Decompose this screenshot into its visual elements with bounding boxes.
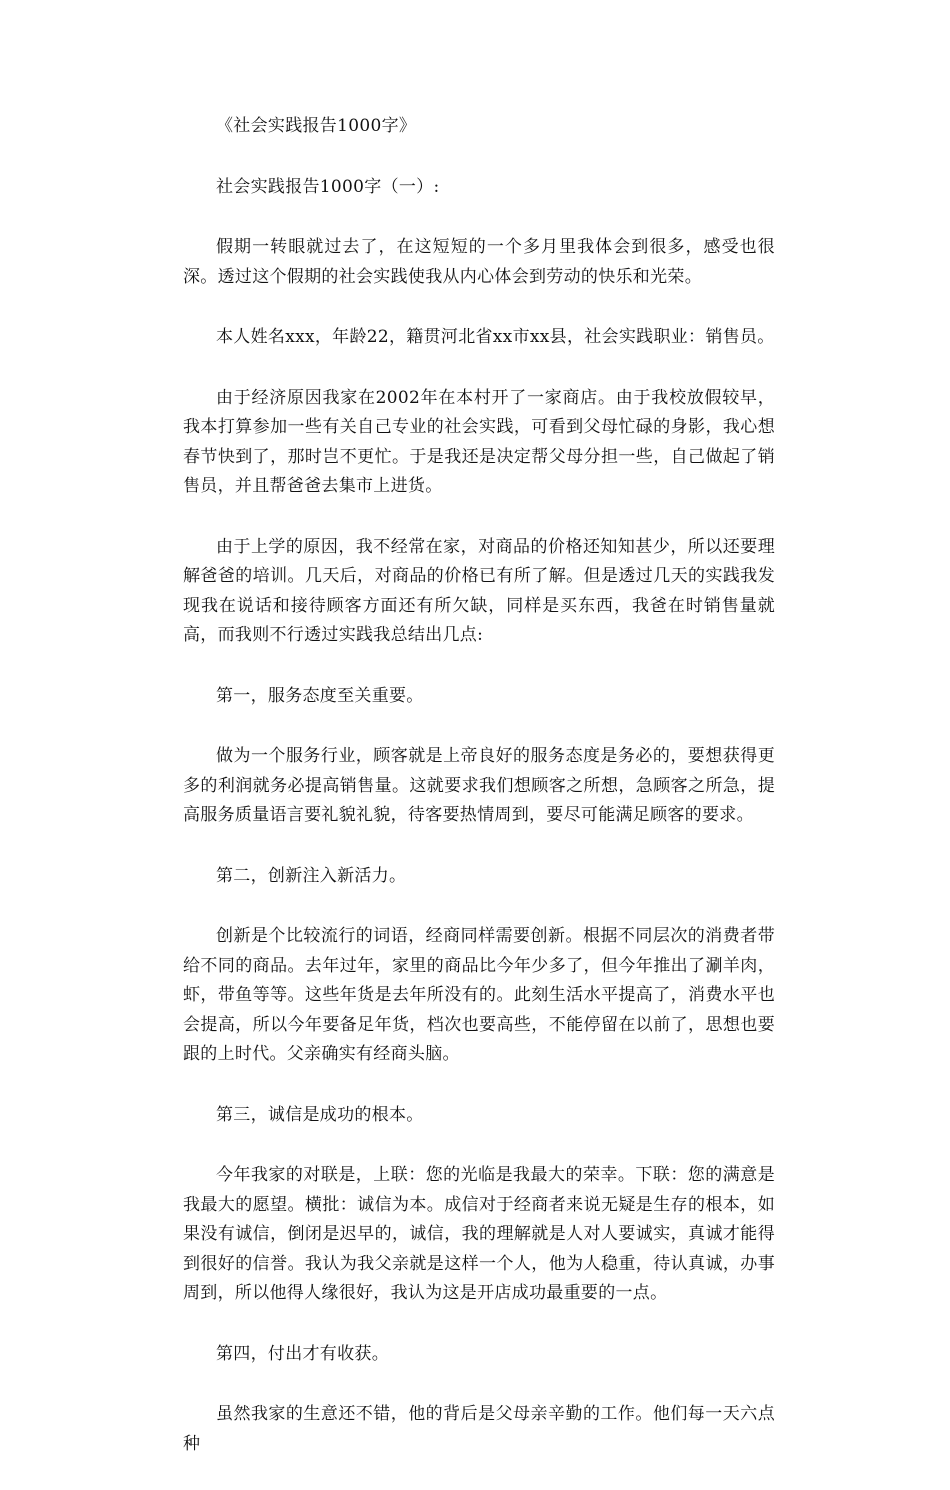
- paragraph-personal-info: 本人姓名xxx，年龄22，籍贯河北省xx市xx县，社会实践职业：销售员。: [216, 327, 775, 347]
- paragraph-effort: 虽然我家的生意还不错，他的背后是父母亲辛勤的工作。他们每一天六点种: [183, 1404, 775, 1454]
- paragraph-learning: 由于上学的原因，我不经常在家，对商品的价格还知知甚少，所以还要理解爸爸的培训。几天后，对商品的价格已有所了解。但是透过几天的实践我发现我在说话和接待顾客方面还有所欠缺，同样是买东西，我爸在时销售量就高，而我则不行透过实践我总结出几点:: [183, 536, 775, 645]
- document-title: 《社会实践报告1000字》: [216, 116, 417, 136]
- document-page: [183, 112, 775, 1490]
- document-subtitle: 社会实践报告1000字（一）:: [216, 176, 440, 197]
- paragraph-background: 由于经济原因我家在2002年在本村开了一家商店。由于我校放假较早，我本打算参加一些有关自己专业的社会实践，可看到父母忙碌的身影，我心想春节快到了，那时岂不更忙。于是我还是决定帮父母分担一些，自己做起了销售员，并且帮爸爸去集市上进货。: [183, 387, 775, 496]
- paragraph-service: 做为一个服务行业，顾客就是上帝良好的服务态度是务必的，要想获得更多的利润就务必提高销售量。这就要求我们想顾客之所想，急顾客之所急，提高服务质量语言要礼貌礼貌，待客要热情周到，要尽可能满足顾客的要求。: [183, 746, 775, 825]
- section-heading-4: 第四，付出才有收获。: [216, 1343, 389, 1364]
- section-heading-3: 第三，诚信是成功的根本。: [216, 1104, 424, 1125]
- section-heading-1: 第一，服务态度至关重要。: [216, 685, 424, 706]
- paragraph-integrity: 今年我家的对联是，上联：您的光临是我最大的荣幸。下联：您的满意是我最大的愿望。横批：诚信为本。成信对于经商者来说无疑是生存的根本，如果没有诚信，倒闭是迟早的，诚信，我的理解就是人对人要诚实，真诚才能得到很好的信誉。我认为我父亲就是这样一个人，他为人稳重，待认真诚，办事周到，所以他得人缘很好，我认为这是开店成功最重要的一点。: [183, 1165, 775, 1303]
- section-heading-2: 第二，创新注入新活力。: [216, 865, 407, 886]
- paragraph-innovation: 创新是个比较流行的词语，经商同样需要创新。根据不同层次的消费者带给不同的商品。去年过年，家里的商品比今年少多了，但今年推出了涮羊肉，虾，带鱼等等。这些年货是去年所没有的。此刻生活水平提高了，消费水平也会提高，所以今年要备足年货，档次也要高些，不能停留在以前了，思想也要跟的上时代。父亲确实有经商头脑。: [183, 926, 775, 1064]
- paragraph-intro: 假期一转眼就过去了，在这短短的一个多月里我体会到很多，感受也很深。透过这个假期的社会实践使我从内心体会到劳动的快乐和光荣。: [183, 237, 775, 287]
